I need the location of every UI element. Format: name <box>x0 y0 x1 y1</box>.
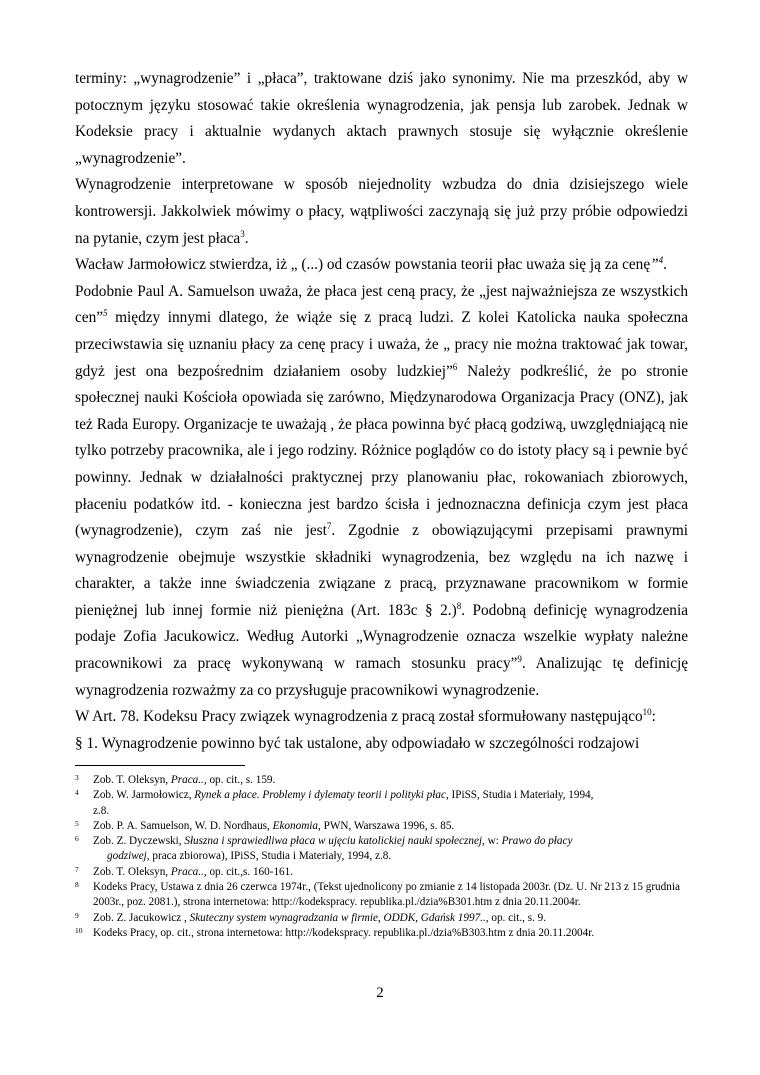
main-text <box>75 66 688 757</box>
footnote: 7 Zob. T. Oleksyn, Praca.., op. cit.,s. 160-161. <box>75 864 294 878</box>
page-number: 2 <box>376 985 384 1001</box>
paragraph: § 1. Wynagrodzenie powinno być tak ustalone, aby odpowiadało w szczególności rodzajowi <box>75 734 640 752</box>
footnote: 6 Zob. Z. Dyczewski, Słuszna i sprawiedliwa płaca w ujęciu katolickiej nauki społecznej, w: Prawo do płacy godziwej, praca zbiorowa), IPiSS, Studia i Materiały, 1994, z.8. <box>75 834 573 863</box>
footnotes <box>75 773 695 941</box>
footnote: 10 Kodeks Pracy, op. cit., strona internetowa: http://kodekspracy. republika.pl./dzia%B303.htm z dnia 20.11.2004r. <box>75 925 595 939</box>
footnote-separator <box>75 765 245 766</box>
paragraph: terminy: „wynagrodzenie” i „płaca”, traktowane dziś jako synonimy. Nie ma przeszkód, aby w potocznym języku stosować takie określenia wynagrodzenia, jak pensja lub zarobek. Jednak w Kodeksie pracy i aktualnie wydanych aktach prawnych stosuje się wyłącznie określenie „wynagrodzenie”. <box>75 70 688 167</box>
footnote-ref[interactable]: 5 <box>103 308 108 319</box>
paragraph: Wynagrodzenie interpretowane w sposób niejednolity wzbudza do dnia dzisiejszego wiele kontrowersji. Jakkolwiek mówimy o płacy, wątpliwości zaczynają się już przy próbie odpowiedzi na pytanie, czym jest płaca$^3$. <box>75 176 688 247</box>
footnote-ref[interactable]: 6 <box>452 361 458 372</box>
paragraph: W Art. 78. Kodeksu Pracy związek wynagrodzenia z pracą został sformułowany następująco$^{10}$: <box>75 707 656 726</box>
footnote: 5 Zob. P. A. Samuelson, W. D. Nordhaus, Ekonomia, PWN, Warszawa 1996, s. 85. <box>75 818 455 832</box>
footnote: 9 Zob. Z. Jacukowicz , Skuteczny system wynagradzania w firmie, ODDK, Gdańsk 1997.., op. cit., s. 9. <box>75 910 547 924</box>
footnote-ref[interactable]: 8 <box>456 600 462 611</box>
paragraph: Wacław Jarmołowicz stwierdza, iż „ (...) od czasów powstania teorii płac uważa się ją za cenę”$^4$. <box>75 255 667 274</box>
footnote-ref[interactable]: 7 <box>326 521 332 531</box>
footnote: 8 Kodeks Pracy, Ustawa z dnia 26 czerwca 1974r., (Tekst ujednolicony po zmianie z 14 listopada 2003r. (Dz. U. Nr 213 z 15 grudnia 2003r., poz. 2081.), strona internetowa: http://kodekspracy. republika.pl./dzia%B301.htm z dnia 20.11.2004r. <box>75 880 680 909</box>
footnote-ref[interactable]: 9 <box>517 653 522 664</box>
footnote-ref[interactable]: 3 <box>240 228 245 239</box>
footnote: 3 Zob. T. Oleksyn, Praca.., op. cit., s. 159. <box>75 773 276 786</box>
paragraph: Podobnie Paul A. Samuelson uważa, że płaca jest ceną pracy, że „jest najważniejsza ze wszystkich cen”$^5$ między innymi dlatego, że wiąże się z pracą ludzi. Z kolei Katolicka nauka społeczna przeciwstawia się uznaniu płacy za cenę pracy i uważa, że „ pracy nie można traktować jak towar, gdyż jest ona bezpośrednim działaniem osoby ludzkiej”$^6$ Należy podkreślić, że po stronie społecznej nauki Kościoła opowiada się zarówno, Międzynarodowa Organizacja Pracy (ONZ), jak też Rada Europy. Organizacje te uważają , że płaca powinna być płacą godziwą, uwzględniającą nie tylko potrzeby pracownika, ale i jego rodziny. Różnice poglądów co do istoty płacy są i pewnie być powinny. Jednak w działalności praktycznej przy planowaniu płac, rokowaniach zbiorowych, płaceniu podatków itd. - konieczna jest bardzo ścisła i jednoznaczna definicja czym jest płaca (wynagrodzenie), czym zaś nie jest$^7$. Zgodnie z obowiązującymi przepisami prawnymi wynagrodzenie obejmuje wszystkie składniki wynagrodzenia, bez względu na ich nazwę i charakter, a także inne świadczenia związane z pracą, przyznawane pracownikom w formie pieniężnej lub innej formie niż pieniężna (Art. 183c § 2.)$^8$. Podobną definicję wynagrodzenia podaje Zofia Jacukowicz. Według Autorki „Wynagrodzenie oznacza wszelkie wypłaty należne pracownikowi za pracę wykonywaną w ramach stosunku pracy”$^9$. Analizując tę definicję wynagrodzenia rozważmy za co przysługuje pracownikowi wynagrodzenie. <box>75 282 688 699</box>
footnote-ref[interactable]: 10 <box>642 707 652 718</box>
footnote: 4 Zob. W. Jarmołowicz, Rynek a płace. Problemy i dylematy teorii i polityki płac, IPiSS, Studia i Materiały, 1994, z.8. <box>75 788 594 817</box>
footnote-ref[interactable]: 4 <box>658 255 664 266</box>
